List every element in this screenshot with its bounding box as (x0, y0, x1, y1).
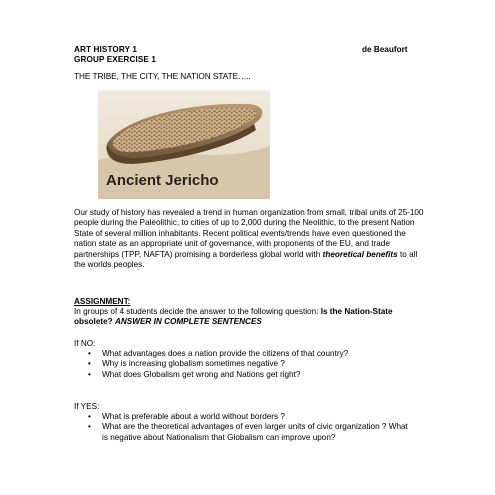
document-subtitle: THE TRIBE, THE CITY, THE NATION STATE….. (74, 72, 251, 81)
ancient-jericho-photo (98, 90, 270, 199)
if-no-list (88, 349, 412, 380)
intro-paragraph (74, 208, 424, 270)
intro-text-end: to all the worlds peoples. (74, 249, 418, 270)
list-item: • What are the theoretical advantages of even larger units of civic organization ? What is negative about Nationalism that Globalism can improve upon? (88, 422, 412, 443)
course-title: ART HISTORY 1 (74, 45, 138, 54)
assignment-paragraph (74, 307, 424, 328)
image-caption: Ancient Jericho (106, 172, 219, 189)
assignment-instruction: ANSWER IN COMPLETE SENTENCES (114, 317, 262, 327)
assignment-question: Is the Nation-State obsolete? (74, 307, 393, 327)
list-item: • Why is increasing globalism sometimes negative ? (88, 359, 412, 369)
assignment-heading: ASSIGNMENT: (74, 297, 131, 306)
author-name: de Beaufort (362, 45, 408, 54)
intro-text: Our study of history has revealed a trend in human organization from small, tribal units of 25-100 people during the Paleolithic, to cities of up to 2,000 during the Neolithic, to the present Nation State of several million inhabitants. Recent political events/trends have even questioned the nation state as an appropriate unit of governance, with proponents of the EU, and trade partnerships (TPP, NAFTA) promising a borderless global world with (74, 208, 424, 259)
intro-emphasis: theoretical benefits (322, 249, 398, 259)
list-item: • What does Globalism get wrong and Nations get right? (88, 370, 412, 380)
list-item: • What advantages does a nation provide the citizens of that country? (88, 349, 412, 359)
if-no-label: If NO: (74, 339, 96, 348)
exercise-title: GROUP EXERCISE 1 (74, 55, 156, 64)
if-yes-list (88, 412, 412, 443)
list-item: • What is preferable about a world without borders ? (88, 412, 412, 422)
assignment-text: In groups of 4 students decide the answer to the following question: (74, 307, 321, 316)
if-yes-label: If YES: (74, 402, 100, 411)
